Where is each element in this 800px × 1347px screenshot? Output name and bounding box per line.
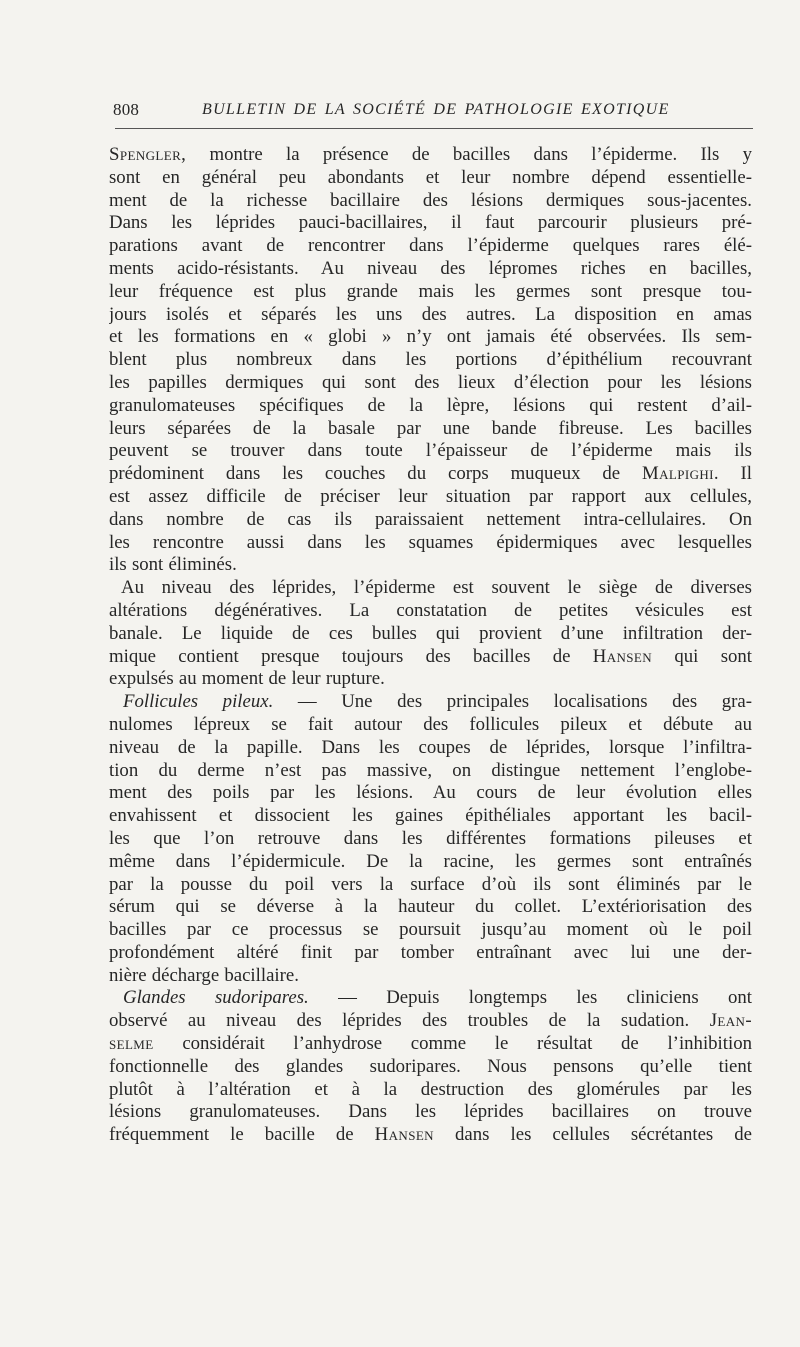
text-line: lésions granulomateuses. Dans les léprides bacillaires on trouve — [109, 1101, 752, 1123]
text-line: ments acido-résistants. Au niveau des lépromes riches en bacilles, — [109, 257, 752, 279]
author-name: Jean- — [709, 1010, 752, 1032]
text-line: expulsés au moment de leur rupture. — [109, 668, 385, 690]
text-line: leurs séparées de la basale par une bande fibreuse. Les bacilles — [109, 417, 752, 439]
text-line: mique contient presque toujours des bacilles de Hansen qui sont — [109, 645, 752, 667]
author-name: Spengler, — [109, 144, 187, 165]
text-line: plutôt à l’altération et à la destruction des glomérules par les — [109, 1078, 752, 1100]
text-line: prédominent dans les couches du corps muqueux de Malpighi. Il — [109, 463, 752, 485]
author-name: Malpighi — [642, 463, 714, 485]
text-line: altérations dégénératives. La constatation de petites vésicules est — [109, 599, 752, 621]
text-line: par la pousse du poil vers la surface d’où ils sont éliminés par le — [109, 873, 752, 895]
text-line: ment des poils par les lésions. Au cours de leur évolution elles — [109, 782, 752, 804]
text-line: niveau de la papille. Dans les coupes de léprides, lorsque l’infiltra- — [109, 736, 752, 758]
text-line: les que l’on retrouve dans les différentes formations pileuses et — [109, 827, 752, 849]
text-line: et les formations en « globi » n’y ont jamais été observées. Ils sem- — [109, 326, 752, 348]
text-line: fréquemment le bacille de Hansen dans les cellules sécrétantes de — [109, 1124, 752, 1146]
text-line: Glandes sudoripares. — Depuis longtemps les cliniciens ont — [123, 987, 752, 1009]
text-line: tion du derme n’est pas massive, on distingue nettement l’englobe- — [109, 759, 752, 781]
text-line: Dans les léprides pauci-bacillaires, il faut parcourir plusieurs pré- — [109, 212, 752, 234]
text-line: Au niveau des léprides, l’épiderme est souvent le siège de diverses — [121, 577, 752, 599]
text-line: est assez difficile de préciser leur situation par rapport aux cellules, — [109, 485, 752, 507]
text-line: les papilles dermiques qui sont des lieux d’élection pour les lésions — [109, 371, 752, 393]
text-line: même dans l’épidermicule. De la racine, les germes sont entraînés — [109, 850, 752, 872]
text-line: ment de la richesse bacillaire des lésions dermiques sous-jacentes. — [109, 189, 752, 211]
section-heading: Glandes sudoripares. — [123, 987, 309, 1009]
running-head — [113, 98, 753, 126]
text-line: parations avant de rencontrer dans l’épiderme quelques rares élé- — [109, 235, 752, 257]
text-line: Follicules pileux. — Une des principales localisations des gra- — [123, 691, 752, 713]
text-line: sont en général peu abondants et leur nombre dépend essentielle- — [109, 166, 752, 188]
header-rule — [115, 128, 753, 129]
text-line: jours isolés et séparés les uns des autres. La disposition en amas — [109, 303, 752, 325]
text-line: sérum qui se déverse à la hauteur du collet. L’extériorisation des — [109, 896, 752, 918]
page-number: 808 — [113, 100, 140, 119]
author-name: Hansen — [374, 1124, 434, 1146]
text-line: leur fréquence est plus grande mais les germes sont presque tou- — [109, 280, 752, 302]
text-line: blent plus nombreux dans les portions d’épithélium recouvrant — [109, 349, 752, 371]
text-line: profondément altéré finit par tomber entraînant avec lui une der- — [109, 941, 752, 963]
article-text — [109, 144, 752, 1239]
text-line: peuvent se trouver dans toute l’épaisseur de l’épiderme mais ils — [109, 440, 752, 462]
text-line: ils sont éliminés. — [109, 554, 237, 576]
text-line: dans nombre de cas ils paraissaient nettement intra-cellulaires. On — [109, 508, 752, 530]
text-line: envahissent et dissocient les gaines épithéliales apportant les bacil- — [109, 805, 752, 827]
text-line: nière décharge bacillaire. — [109, 964, 299, 986]
text-line: fonctionnelle des glandes sudoripares. Nous pensons qu’elle tient — [109, 1055, 752, 1077]
text-line: banale. Le liquide de ces bulles qui provient d’une infiltration der- — [109, 622, 752, 644]
text-line: nulomes lépreux se fait autour des follicules pileux et débute au — [109, 713, 752, 735]
text-line: granulomateuses spécifiques de la lèpre, lésions qui restent d’ail- — [109, 394, 752, 416]
author-name: Hansen — [592, 645, 653, 667]
text-line: Spengler, montre la présence de bacilles dans l’épiderme. Ils y — [109, 144, 752, 165]
text-line: les rencontre aussi dans les squames épidermiques avec lesquelles — [109, 531, 752, 553]
author-name: selme — [109, 1033, 154, 1055]
journal-title: BULLETIN DE LA SOCIÉTÉ DE PATHOLOGIE EXOTIQUE — [202, 101, 670, 118]
text-line: bacilles par ce processus se poursuit jusqu’au moment où le poil — [109, 919, 752, 941]
section-heading: Follicules pileux. — [123, 691, 274, 713]
text-line: observé au niveau des léprides des troubles de la sudation. Jean- — [109, 1010, 752, 1032]
text-line: selme considérait l’anhydrose comme le résultat de l’inhibition — [109, 1033, 752, 1055]
